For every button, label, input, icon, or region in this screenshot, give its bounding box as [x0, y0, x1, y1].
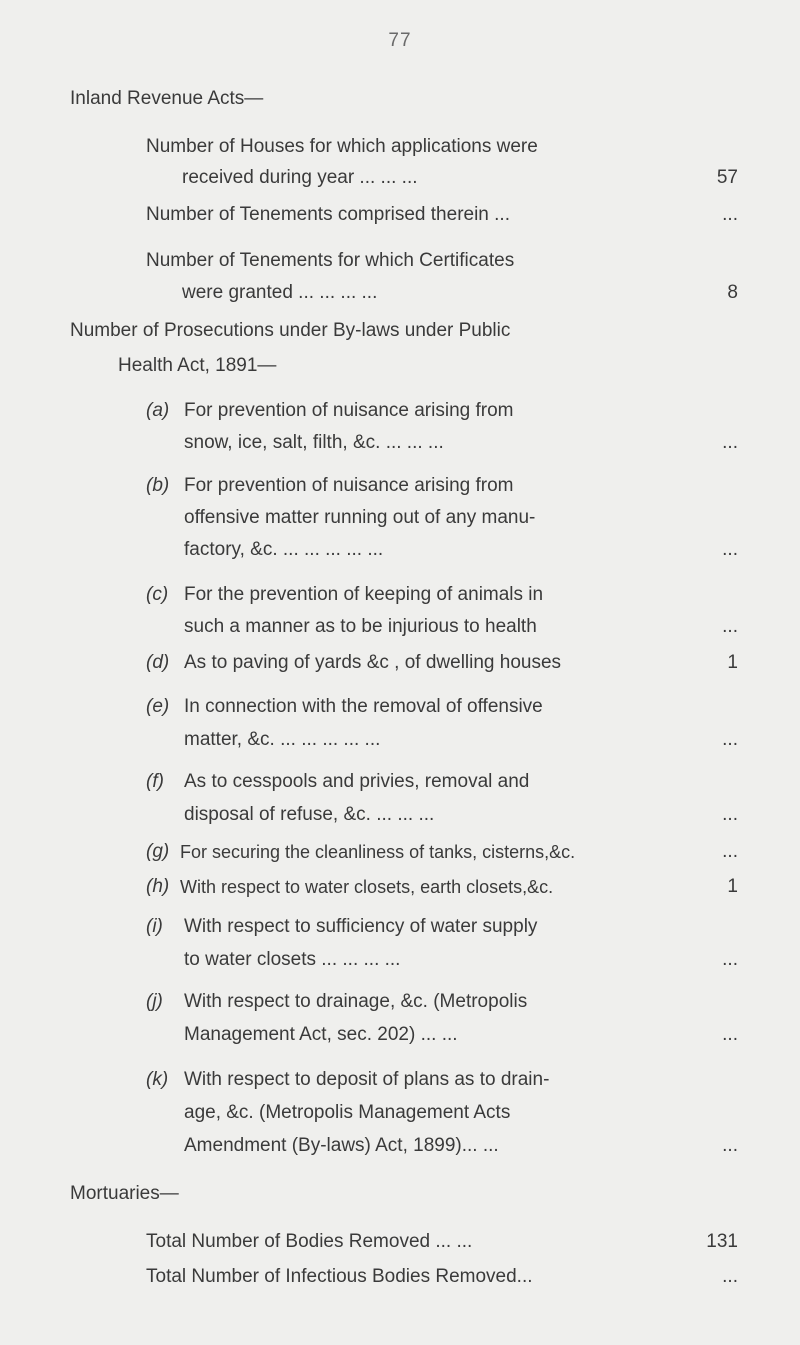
- mortuaries-row2-line1: Total Number of Infectious Bodies Removed...: [146, 1266, 533, 1287]
- item-e-line1: In connection with the removal of offensive: [184, 696, 543, 717]
- item-d-value: 1: [727, 652, 738, 673]
- inland-row1-line2: received during year ... ... ...: [182, 167, 418, 188]
- item-f-line2: disposal of refuse, &c. ... ... ...: [184, 804, 435, 825]
- item-h-line1: With respect to water closets, earth closets,&c.: [180, 877, 554, 897]
- item-j-value: ...: [722, 1024, 738, 1045]
- item-f-value: ...: [722, 804, 738, 825]
- item-c-letter: (c): [146, 584, 169, 605]
- inland-row1-line1: Number of Houses for which applications were: [146, 136, 538, 157]
- item-c-line2: such a manner as to be injurious to health: [184, 616, 537, 637]
- item-k-line2: age, &c. (Metropolis Management Acts: [184, 1102, 511, 1123]
- item-e-letter: (e): [146, 696, 170, 717]
- item-b-letter: (b): [146, 475, 170, 496]
- prosecutions-heading-line2: Health Act, 1891—: [118, 355, 277, 376]
- item-i-letter: (i): [146, 916, 163, 937]
- item-b-line1: For prevention of nuisance arising from: [184, 475, 514, 496]
- item-g-line1: For securing the cleanliness of tanks, cisterns,&c.: [180, 842, 576, 862]
- item-f-letter: (f): [146, 771, 164, 792]
- item-a-letter: (a): [146, 400, 170, 421]
- inland-row3-value: 8: [727, 282, 738, 303]
- inland-row3-line2: were granted ... ... ... ...: [182, 282, 378, 303]
- item-g-letter: (g): [146, 841, 170, 862]
- inland-row1-value: 57: [716, 167, 738, 188]
- mortuaries-row1-value: 131: [706, 1231, 738, 1252]
- inland-row2-value: ...: [722, 204, 738, 225]
- mortuaries-heading: Mortuaries—: [70, 1183, 179, 1204]
- item-a-value: ...: [722, 432, 738, 453]
- item-b-value: ...: [722, 539, 738, 560]
- inland-heading: Inland Revenue Acts—: [70, 88, 264, 109]
- item-j-line1: With respect to drainage, &c. (Metropolis: [184, 991, 528, 1012]
- item-e-line2: matter, &c. ... ... ... ... ...: [184, 729, 381, 750]
- item-k-line1: With respect to deposit of plans as to drain-: [184, 1069, 550, 1090]
- item-e-value: ...: [722, 729, 738, 750]
- item-k-value: ...: [722, 1135, 738, 1156]
- inland-row3-line1: Number of Tenements for which Certificates: [146, 250, 515, 271]
- item-h-letter: (h): [146, 876, 170, 897]
- page-number: 77: [388, 30, 412, 51]
- item-j-letter: (j): [146, 991, 163, 1012]
- item-k-line3: Amendment (By-laws) Act, 1899)... ...: [184, 1135, 499, 1156]
- item-k-letter: (k): [146, 1069, 169, 1090]
- item-a-line2: snow, ice, salt, filth, &c. ... ... ...: [184, 432, 444, 453]
- item-i-value: ...: [722, 949, 738, 970]
- mortuaries-row1-line1: Total Number of Bodies Removed ... ...: [146, 1231, 473, 1252]
- item-i-line1: With respect to sufficiency of water supply: [184, 916, 538, 937]
- mortuaries-row2-value: ...: [722, 1266, 738, 1287]
- prosecutions-heading-line1: Number of Prosecutions under By-laws under Public: [70, 320, 511, 341]
- item-c-line1: For the prevention of keeping of animals in: [184, 584, 544, 605]
- item-d-letter: (d): [146, 652, 170, 673]
- item-g-value: ...: [722, 841, 738, 862]
- item-f-line1: As to cesspools and privies, removal and: [184, 771, 530, 792]
- item-b-line3: factory, &c. ... ... ... ... ...: [184, 539, 384, 560]
- item-c-value: ...: [722, 616, 738, 637]
- item-b-line2: offensive matter running out of any manu-: [184, 507, 536, 528]
- item-j-line2: Management Act, sec. 202) ... ...: [184, 1024, 458, 1045]
- item-a-line1: For prevention of nuisance arising from: [184, 400, 514, 421]
- item-h-value: 1: [727, 876, 738, 897]
- inland-row2-line1: Number of Tenements comprised therein ...: [146, 204, 510, 225]
- item-d-line1: As to paving of yards &c , of dwelling houses: [184, 652, 562, 673]
- item-i-line2: to water closets ... ... ... ...: [184, 949, 401, 970]
